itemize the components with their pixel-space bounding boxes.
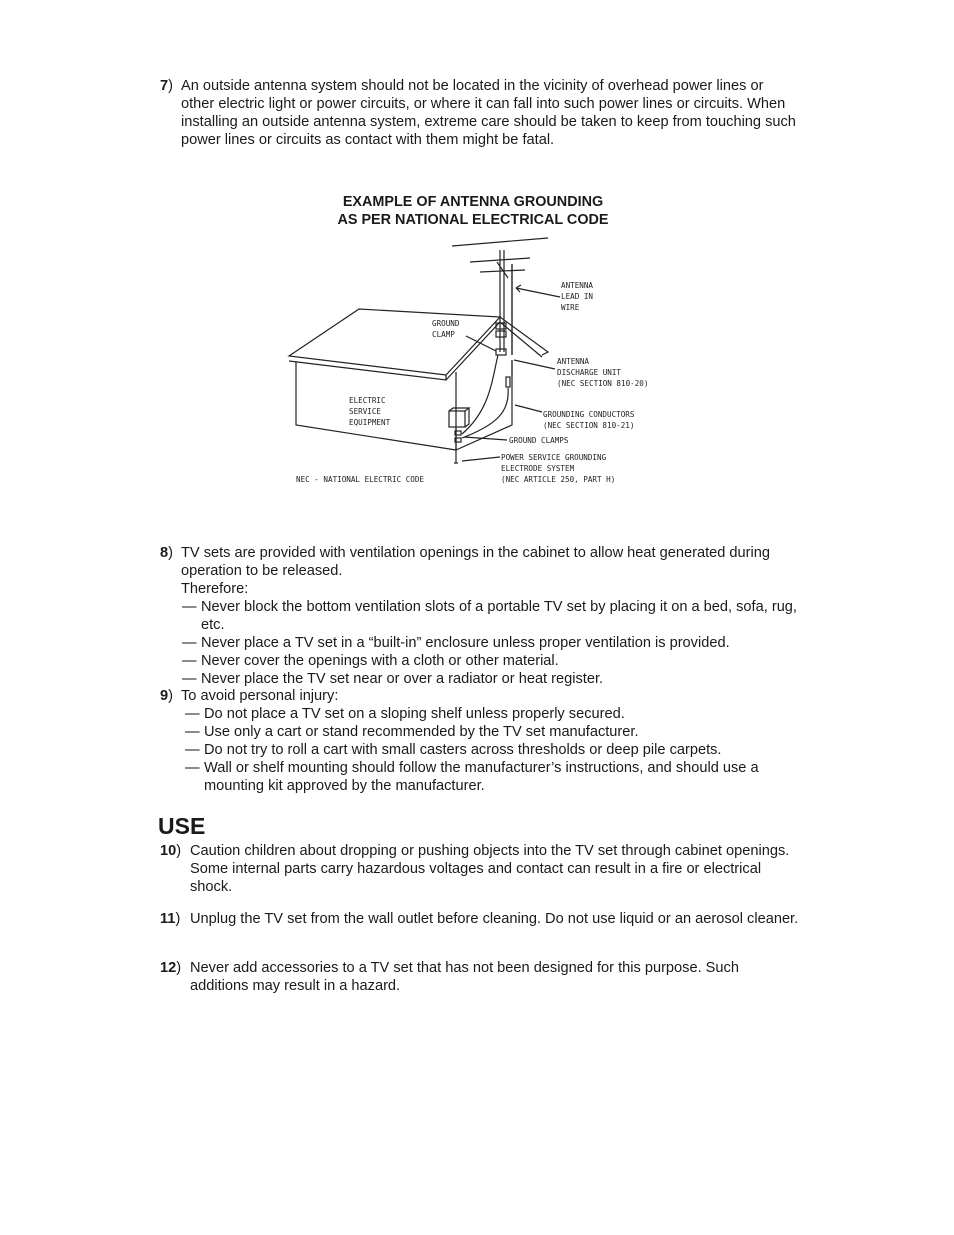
label-conductors-1: GROUNDING CONDUCTORS — [543, 410, 635, 419]
item-number: 10) — [160, 843, 182, 859]
list-item: — Do not place a TV set on a sloping shelf unless properly secured. — [185, 705, 800, 723]
item-text: An outside antenna system should not be located in the vicinity of overhead power lines or other electric light or power circuits, or where it can fall into such power lines or circuits. When installing an outside antenna system, extreme care should be taken to keep from touching such power lines or circuits as contact with them might be fatal. — [181, 78, 796, 148]
item-number: 11) — [160, 911, 181, 927]
item-number: 12) — [160, 960, 182, 976]
item-number: 8) — [160, 545, 173, 561]
label-discharge-3: (NEC SECTION 810-20) — [557, 379, 649, 388]
label-nec: NEC - NATIONAL ELECTRIC CODE — [296, 475, 425, 484]
bullet-list — [182, 598, 800, 688]
label-electric-1: ELECTRIC — [349, 396, 386, 405]
item-text: Caution children about dropping or pushing objects into the TV set through cabinet openings. Some internal parts carry hazardous voltages and contact can result in a fire or electrical shock. — [190, 843, 790, 895]
list-item: — Use only a cart or stand recommended by the TV set manufacturer. — [185, 723, 800, 741]
item-9 — [160, 687, 800, 795]
label-antenna-lead-2: LEAD IN — [561, 292, 594, 301]
item-text: To avoid personal injury: — [181, 688, 339, 704]
bullet-list — [185, 705, 800, 795]
label-conductors-2: (NEC SECTION 810-21) — [543, 421, 635, 430]
figure-title-line-1: EXAMPLE OF ANTENNA GROUNDING — [342, 194, 604, 210]
label-power-2: ELECTRODE SYSTEM — [501, 464, 575, 473]
item-11 — [160, 910, 800, 928]
item-12 — [160, 959, 800, 995]
list-item: — Never place a TV set in a “built-in” enclosure unless proper ventilation is provided. — [182, 634, 800, 652]
list-item: — Never block the bottom ventilation slots of a portable TV set by placing it on a bed, sofa, rug, etc. — [182, 598, 800, 634]
list-item: — Never cover the openings with a cloth or other material. — [182, 652, 800, 670]
list-item: — Wall or shelf mounting should follow the manufacturer’s instructions, and should use a mounting kit approved by the manufacturer. — [185, 759, 800, 795]
label-ground-clamp-2: CLAMP — [432, 330, 455, 339]
label-electric-3: EQUIPMENT — [349, 418, 391, 427]
label-antenna-lead-3: WIRE — [561, 303, 580, 312]
label-electric-2: SERVICE — [349, 407, 382, 416]
item-number: 9) — [160, 688, 173, 704]
therefore-label: Therefore: — [181, 581, 249, 597]
label-ground-clamp-1: GROUND — [432, 319, 460, 328]
item-8 — [160, 544, 800, 688]
item-10 — [160, 842, 800, 896]
label-power-3: (NEC ARTICLE 250, PART H) — [501, 475, 616, 484]
item-text: Never add accessories to a TV set that has not been designed for this purpose. Such additions may result in a hazard. — [190, 960, 739, 994]
item-text: TV sets are provided with ventilation openings in the cabinet to allow heat generated during operation to be released. — [181, 545, 770, 579]
label-power-1: POWER SERVICE GROUNDING — [501, 453, 607, 462]
label-ground-clamps: GROUND CLAMPS — [509, 436, 569, 445]
figure-title-line-2: AS PER NATIONAL ELECTRICAL CODE — [337, 212, 609, 228]
item-number: 7) — [160, 78, 173, 94]
label-antenna-lead-1: ANTENNA — [561, 281, 594, 290]
section-heading-use: USE — [158, 813, 206, 839]
label-discharge-2: DISCHARGE UNIT — [557, 368, 622, 377]
label-discharge-1: ANTENNA — [557, 357, 590, 366]
list-item: — Never place the TV set near or over a radiator or heat register. — [182, 670, 800, 688]
item-text: Unplug the TV set from the wall outlet before cleaning. Do not use liquid or an aerosol cleaner. — [190, 911, 799, 927]
list-item: — Do not try to roll a cart with small casters across thresholds or deep pile carpets. — [185, 741, 800, 759]
